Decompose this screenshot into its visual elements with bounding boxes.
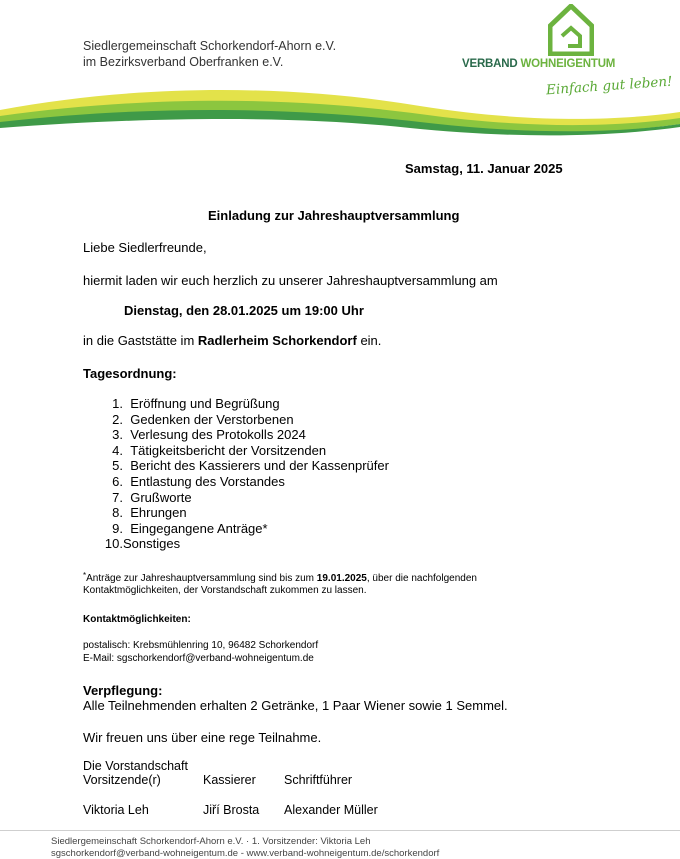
logo-wordmark: VERBAND WOHNEIGENTUM [462,58,616,70]
meeting-datetime: Dienstag, den 28.01.2025 um 19:00 Uhr [124,303,364,318]
footer-divider [0,830,680,831]
footnote-line2: Kontaktmöglichkeiten, der Vorstandschaft zukommen zu lassen. [83,585,367,596]
greeting: Liebe Siedlerfreunde, [83,240,207,255]
agenda-list [103,396,389,552]
agenda-item: 1. Eröffnung und Begrüßung [112,396,280,411]
closing-text: Wir freuen uns über eine rege Teilnahme. [83,730,322,745]
agenda-item: 9. Eingegangene Anträge* [112,520,268,536]
role-treasurer: Kassierer [203,773,256,787]
agenda-item: 5. Bericht des Kassierers und der Kassenprüfer [112,458,389,474]
catering-text: Alle Teilnehmenden erhalten 2 Getränke, 1 Paar Wiener sowie 1 Semmel. [83,698,508,713]
role-chair: Vorsitzende(r) [83,773,161,787]
role-secretary: Schriftführer [284,773,353,787]
agenda-item: 7. Grußworte [112,489,192,505]
agenda-item: 10. Sonstiges [104,536,181,552]
agenda-item: 4. Tätigkeitsbericht der Vorsitzenden [112,442,327,458]
name-secretary: Alexander Müller [284,803,378,817]
footer-line1: Siedlergemeinschaft Schorkendorf-Ahorn e.V. · 1. Vorsitzender: Viktoria Leh [51,836,371,847]
board-label: Die Vorstandschaft [83,759,188,773]
agenda-item: 2. Gedenken der Verstorbenen [112,411,294,427]
house-icon [548,4,594,56]
email-address: E-Mail: sgschorkendorf@verband-wohneigentum.de [83,653,314,664]
venue-text: in die Gaststätte im Radlerheim Schorkendorf ein. [83,333,382,348]
agenda-heading: Tagesordnung: [83,366,177,381]
name-treasurer: Jiří Brosta [203,803,260,817]
header-swoosh-decoration [0,72,680,142]
contact-heading: Kontaktmöglichkeiten: [83,614,191,625]
org-name-line1: Siedlergemeinschaft Schorkendorf-Ahorn e.V. [83,39,337,53]
agenda-item: 6. Entlastung des Vorstandes [112,473,285,489]
intro-text: hiermit laden wir euch herzlich zu unserer Jahreshauptversammlung am [83,273,498,288]
agenda-item: 8. Ehrungen [112,505,187,521]
footer-line2: sgschorkendorf@verband-wohneigentum.de - www.verband-wohneigentum.de/schorkendorf [51,848,440,859]
letter-date: Samstag, 11. Januar 2025 [405,161,563,176]
name-chair: Viktoria Leh [83,803,149,817]
letter-title: Einladung zur Jahreshauptversammlung [208,208,460,223]
footnote-line1: *Anträge zur Jahreshauptversammlung sind bis zum 19.01.2025, über die nachfolgenden [83,571,477,584]
postal-address: postalisch: Krebsmühlenring 10, 96482 Schorkendorf [83,640,319,651]
org-name-line2: im Bezirksverband Oberfranken e.V. [83,55,284,69]
logo-slogan: Einfach gut leben! [545,73,673,99]
venue-name: Radlerheim Schorkendorf [197,333,357,348]
catering-heading: Verpflegung: [83,683,163,698]
agenda-item: 3. Verlesung des Protokolls 2024 [112,427,306,443]
